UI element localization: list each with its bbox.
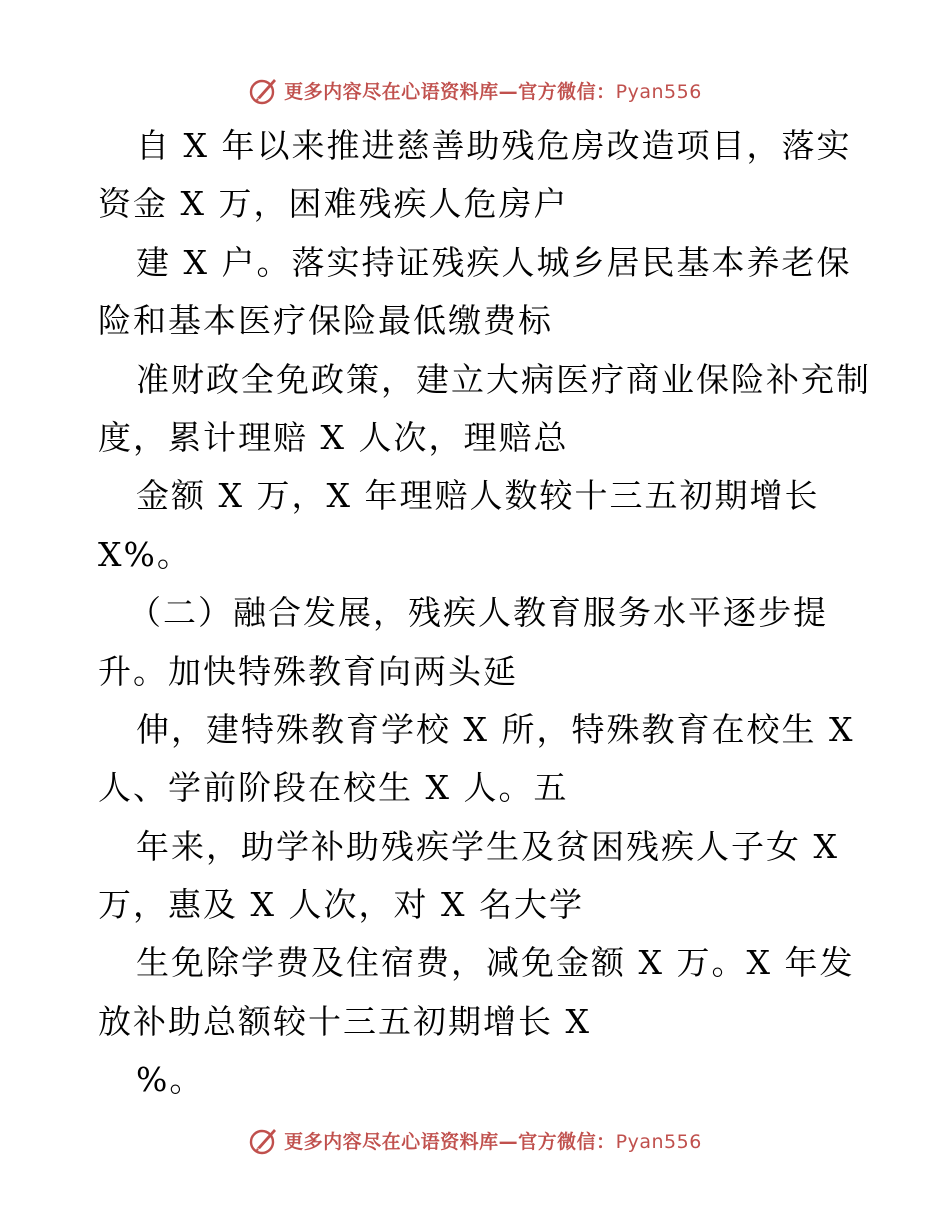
footer-watermark-banner	[0, 1120, 950, 1160]
text-line: 准财政全免政策，建立大病医疗商业保险补充制	[136, 359, 871, 399]
document-body	[98, 117, 871, 1110]
text-line: 年来，助学补助残疾学生及贫困残疾人子女 X	[136, 826, 839, 866]
section-heading-line: （二）融合发展，残疾人教育服务水平逐步提	[128, 593, 828, 633]
text-line: 资金 X 万，困难残疾人危房户	[98, 184, 569, 224]
watermark-text: 更多内容尽在心语资料库—官方微信：Pyan556	[284, 1130, 702, 1153]
text-line: 险和基本医疗保险最低缴费标	[98, 301, 553, 341]
text-line: 放补助总额较十三五初期增长 X	[98, 1001, 591, 1041]
text-line: 升。加快特殊教育向两头延	[98, 651, 518, 691]
text-line: X%。	[98, 534, 192, 574]
text-line: 建 X 户。落实持证残疾人城乡居民基本养老保	[136, 242, 852, 282]
text-line: 万，惠及 X 人次，对 X 名大学	[98, 885, 584, 925]
text-line: 度，累计理赔 X 人次，理赔总	[98, 417, 569, 457]
text-line: 生免除学费及住宿费，减免金额 X 万。X 年发	[136, 943, 855, 983]
watermark-text: 更多内容尽在心语资料库—官方微信：Pyan556	[284, 80, 702, 103]
text-line: %。	[136, 1060, 205, 1100]
text-line: 自 X 年以来推进慈善助残危房改造项目，落实	[136, 126, 852, 165]
header-watermark-banner	[0, 70, 950, 110]
text-line: 金额 X 万，X 年理赔人数较十三五初期增长	[136, 476, 820, 516]
quill-pen-logo-icon	[248, 74, 280, 106]
text-line: 人、学前阶段在校生 X 人。五	[98, 768, 569, 808]
quill-pen-logo-icon	[248, 1124, 280, 1156]
text-line: 伸，建特殊教育学校 X 所，特殊教育在校生 X	[136, 709, 855, 749]
